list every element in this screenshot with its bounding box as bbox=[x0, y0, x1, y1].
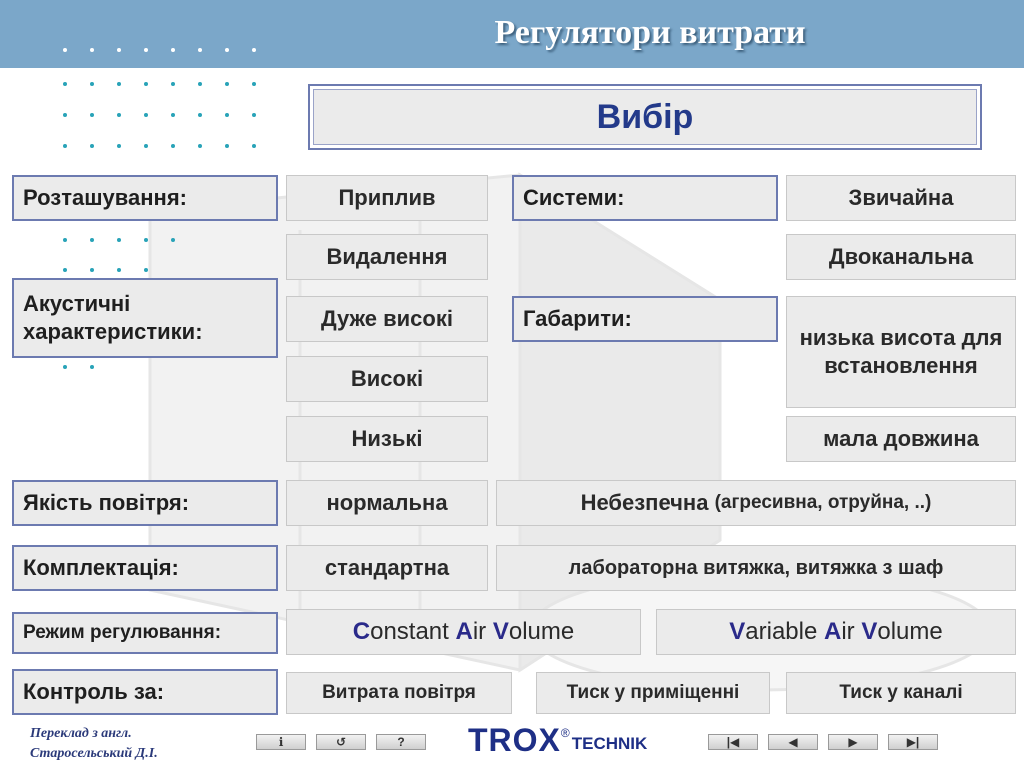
return-icon[interactable]: ↺ bbox=[316, 734, 366, 750]
option-room-pressure[interactable]: Тиск у приміщенні bbox=[536, 672, 770, 714]
choice-title: Вибір bbox=[313, 89, 977, 145]
logo-brand: TROX bbox=[468, 722, 561, 758]
vav-t2: ir bbox=[841, 618, 862, 645]
location-label: Розташування: bbox=[12, 175, 278, 221]
vav-t1: ariable bbox=[745, 618, 824, 645]
control-of-label: Контроль за: bbox=[12, 669, 278, 715]
vav-v: V bbox=[729, 618, 746, 645]
first-slide-icon[interactable]: |◀ bbox=[708, 734, 758, 750]
option-standard[interactable]: стандартна bbox=[286, 545, 488, 591]
option-high[interactable]: Високі bbox=[286, 356, 488, 402]
equipment-label: Комплектація: bbox=[12, 545, 278, 591]
translation-credit bbox=[30, 724, 250, 764]
last-slide-icon[interactable]: ▶| bbox=[888, 734, 938, 750]
cav-t3: olume bbox=[508, 618, 575, 645]
cav-v: V bbox=[492, 618, 509, 645]
option-hazardous[interactable] bbox=[496, 480, 1016, 526]
next-slide-icon[interactable]: ▶ bbox=[828, 734, 878, 750]
option-low[interactable]: Низькі bbox=[286, 416, 488, 462]
control-mode-label: Режим регулювання: bbox=[12, 612, 278, 654]
help-icon[interactable]: ? bbox=[376, 734, 426, 750]
option-exhaust[interactable]: Видалення bbox=[286, 234, 488, 280]
option-conventional[interactable]: Звичайна bbox=[786, 175, 1016, 221]
option-vav[interactable] bbox=[656, 609, 1016, 655]
option-very-high[interactable]: Дуже високі bbox=[286, 296, 488, 342]
cav-c: C bbox=[352, 618, 371, 645]
option-airflow[interactable]: Витрата повітря bbox=[286, 672, 512, 714]
info-icon[interactable]: ℹ bbox=[256, 734, 306, 750]
prev-slide-icon[interactable]: ◀ bbox=[768, 734, 818, 750]
air-quality-label: Якість повітря: bbox=[12, 480, 278, 526]
option-low-height[interactable]: низька висота для встановлення bbox=[786, 296, 1016, 408]
hazardous-text: Небезпечна bbox=[580, 490, 709, 515]
vav-a: A bbox=[824, 618, 842, 645]
logo-technik: TECHNIK bbox=[571, 734, 648, 753]
credit-line-1: Переклад з англ. bbox=[30, 726, 132, 741]
vav-v2: V bbox=[861, 618, 878, 645]
systems-label: Системи: bbox=[512, 175, 778, 221]
dimensions-label: Габарити: bbox=[512, 296, 778, 342]
option-duct-pressure[interactable]: Тиск у каналі bbox=[786, 672, 1016, 714]
option-dual-duct[interactable]: Двоканальна bbox=[786, 234, 1016, 280]
option-short-length[interactable]: мала довжина bbox=[786, 416, 1016, 462]
vav-t3: olume bbox=[877, 618, 943, 645]
option-lab-fume-hood[interactable]: лабораторна витяжка, витяжка з шаф bbox=[496, 545, 1016, 591]
logo-registered: ® bbox=[560, 726, 570, 740]
trox-logo bbox=[468, 724, 647, 756]
slide-title: Регулятори витрати bbox=[494, 14, 806, 51]
cav-t1: onstant bbox=[370, 618, 456, 645]
cav-t2: ir bbox=[472, 618, 493, 645]
credit-line-2: Старосельський Д.І. bbox=[30, 746, 158, 761]
option-cav[interactable] bbox=[286, 609, 641, 655]
option-supply[interactable]: Приплив bbox=[286, 175, 488, 221]
choice-banner bbox=[308, 84, 982, 150]
hazardous-note: (агресивна, отруйна, ..) bbox=[714, 492, 932, 513]
acoustic-label: Акустичні характеристики: bbox=[12, 278, 278, 358]
cav-a: A bbox=[455, 618, 473, 645]
option-normal[interactable]: нормальна bbox=[286, 480, 488, 526]
